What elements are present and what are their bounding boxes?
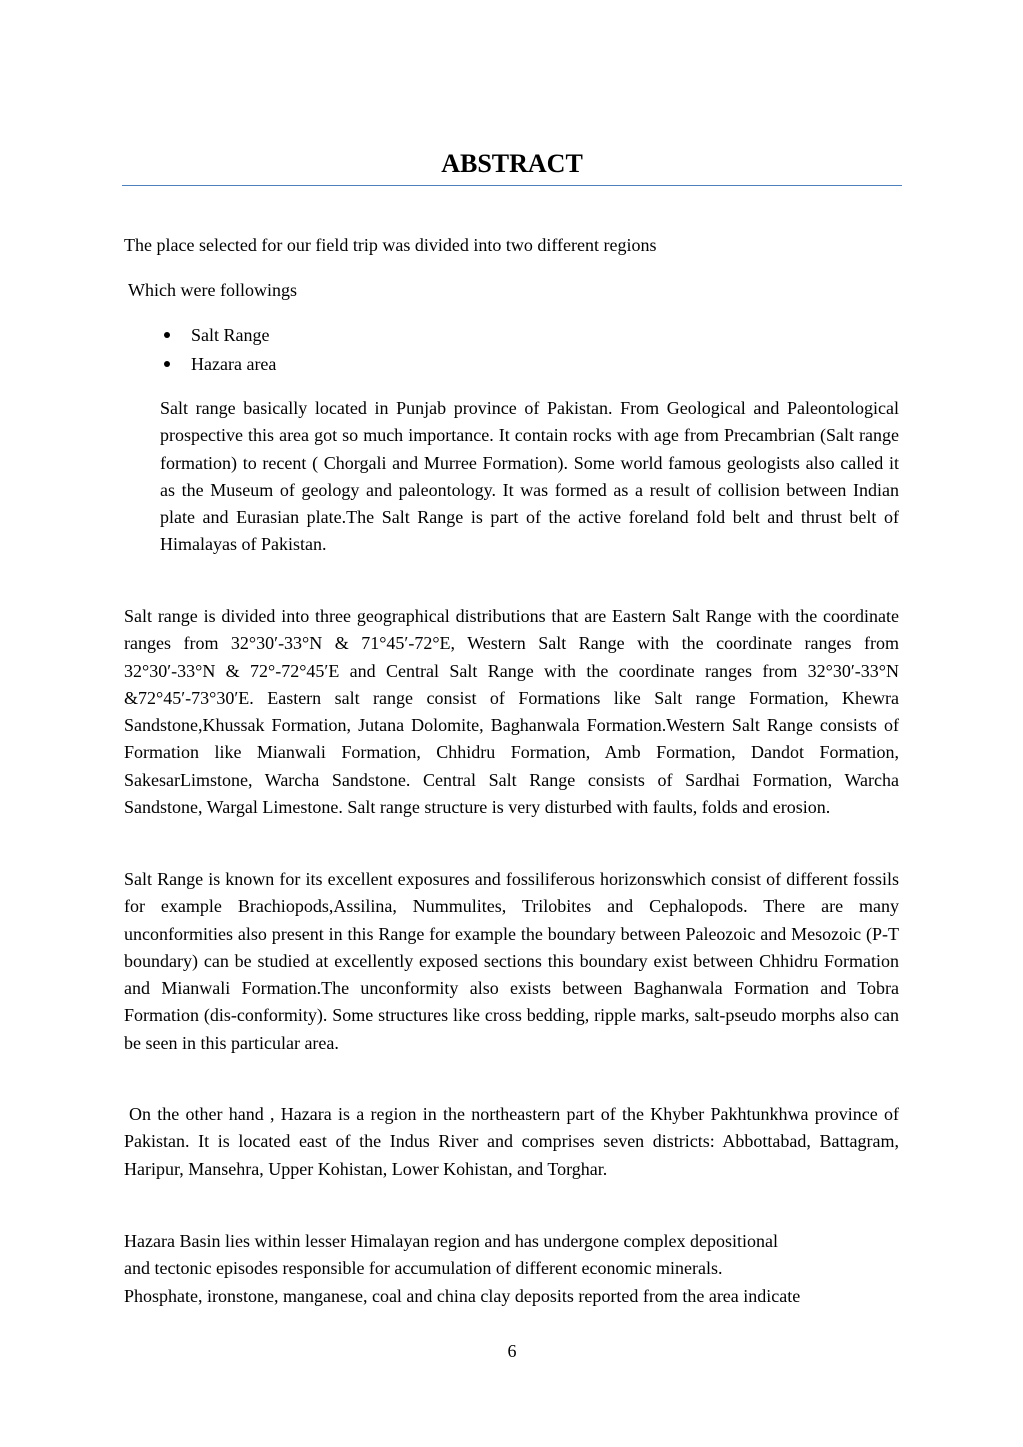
paragraph-hazara-text: On the other hand , Hazara is a region in the northeastern part of the Khyber Pakhtunkhwa province of Pakistan. It is located east of the Indus River and comprises seven districts: Abbottabad, Battagram, Haripur, Mansehra, Upper Kohistan, Lower Kohistan, and Torghar. — [124, 1104, 899, 1179]
intro-line-2: Which were followings — [128, 280, 297, 300]
paragraph-salt-range-intro: Salt range basically located in Punjab province of Pakistan. From Geological and Paleontological prospective this area got so much importance. It contain rocks with age from Precambrian (Salt range formation) to recent ( Chorgali and Murree Formation). Some world famous geologists also called it as the Museum of geology and paleontology. It was formed as a result of collision between Indian plate and Eurasian plate.The Salt Range is part of the active foreland fold belt and thrust belt of Himalayas of Pakistan. — [160, 398, 899, 555]
regions-list — [160, 321, 276, 379]
list-item-label: Salt Range — [191, 325, 270, 345]
paragraph-line: and tectonic episodes responsible for accumulation of different economic minerals. — [124, 1258, 723, 1279]
page-title: ABSTRACT — [441, 149, 583, 178]
paragraph-hazara — [124, 1101, 899, 1183]
paragraph-line: Hazara Basin lies within lesser Himalayan region and has undergone complex depositional — [124, 1231, 778, 1251]
title-underline — [122, 185, 902, 186]
paragraph-salt-range-fossils: Salt Range is known for its excellent exposures and fossiliferous horizonswhich consist of different fossils for example Brachiopods,Assilina, Nummulites, Trilobites and Cephalopods. There are many unconformities also present in this Range for example the boundary between Paleozoic and Mesozoic (P-T boundary) can be studied at excellently exposed sections this boundary exist between Chhidru Formation and Mianwali Formation.The unconformity also exists between Baghanwala Formation and Tobra Formation (dis-conformity). Some structures like cross bedding, ripple marks, salt-pseudo morphs also can be seen in this particular area. — [124, 869, 899, 1053]
list-item — [160, 350, 276, 379]
paragraph-salt-range-divisions: Salt range is divided into three geographical distributions that are Eastern Salt Range with the coordinate ranges from 32°30′-33°N & 71°45′-72°E, Western Salt Range with the coordinate ranges from 32°30′-33°N & 72°-72°45′E and Central Salt Range with the coordinate ranges from 32°30′-33°N &72°45′-73°30′E. Eastern salt range consist of Formations like Salt range Formation, Khewra Sandstone,Khussak Formation, Jutana Dolomite, Baghanwala Formation.Western Salt Range consists of Formation like Mianwali Formation, Chhidru Formation, Amb Formation, Dandot Formation, SakesarLimstone, Warcha Sandstone. Central Salt Range consists of Sardhai Formation, Warcha Sandstone, Wargal Limestone. Salt range structure is very disturbed with faults, folds and erosion. — [124, 606, 899, 818]
paragraph-hazara-basin — [124, 1228, 899, 1310]
paragraph-line: Phosphate, ironstone, manganese, coal and china clay deposits reported from the area indicate — [124, 1285, 801, 1306]
list-item — [160, 321, 276, 350]
bullet-icon — [164, 361, 170, 367]
intro-line-1: The place selected for our field trip was divided into two different regions — [124, 235, 657, 255]
list-item-label: Hazara area — [191, 354, 277, 374]
bullet-icon — [164, 332, 170, 338]
page-number: 6 — [507, 1341, 517, 1361]
